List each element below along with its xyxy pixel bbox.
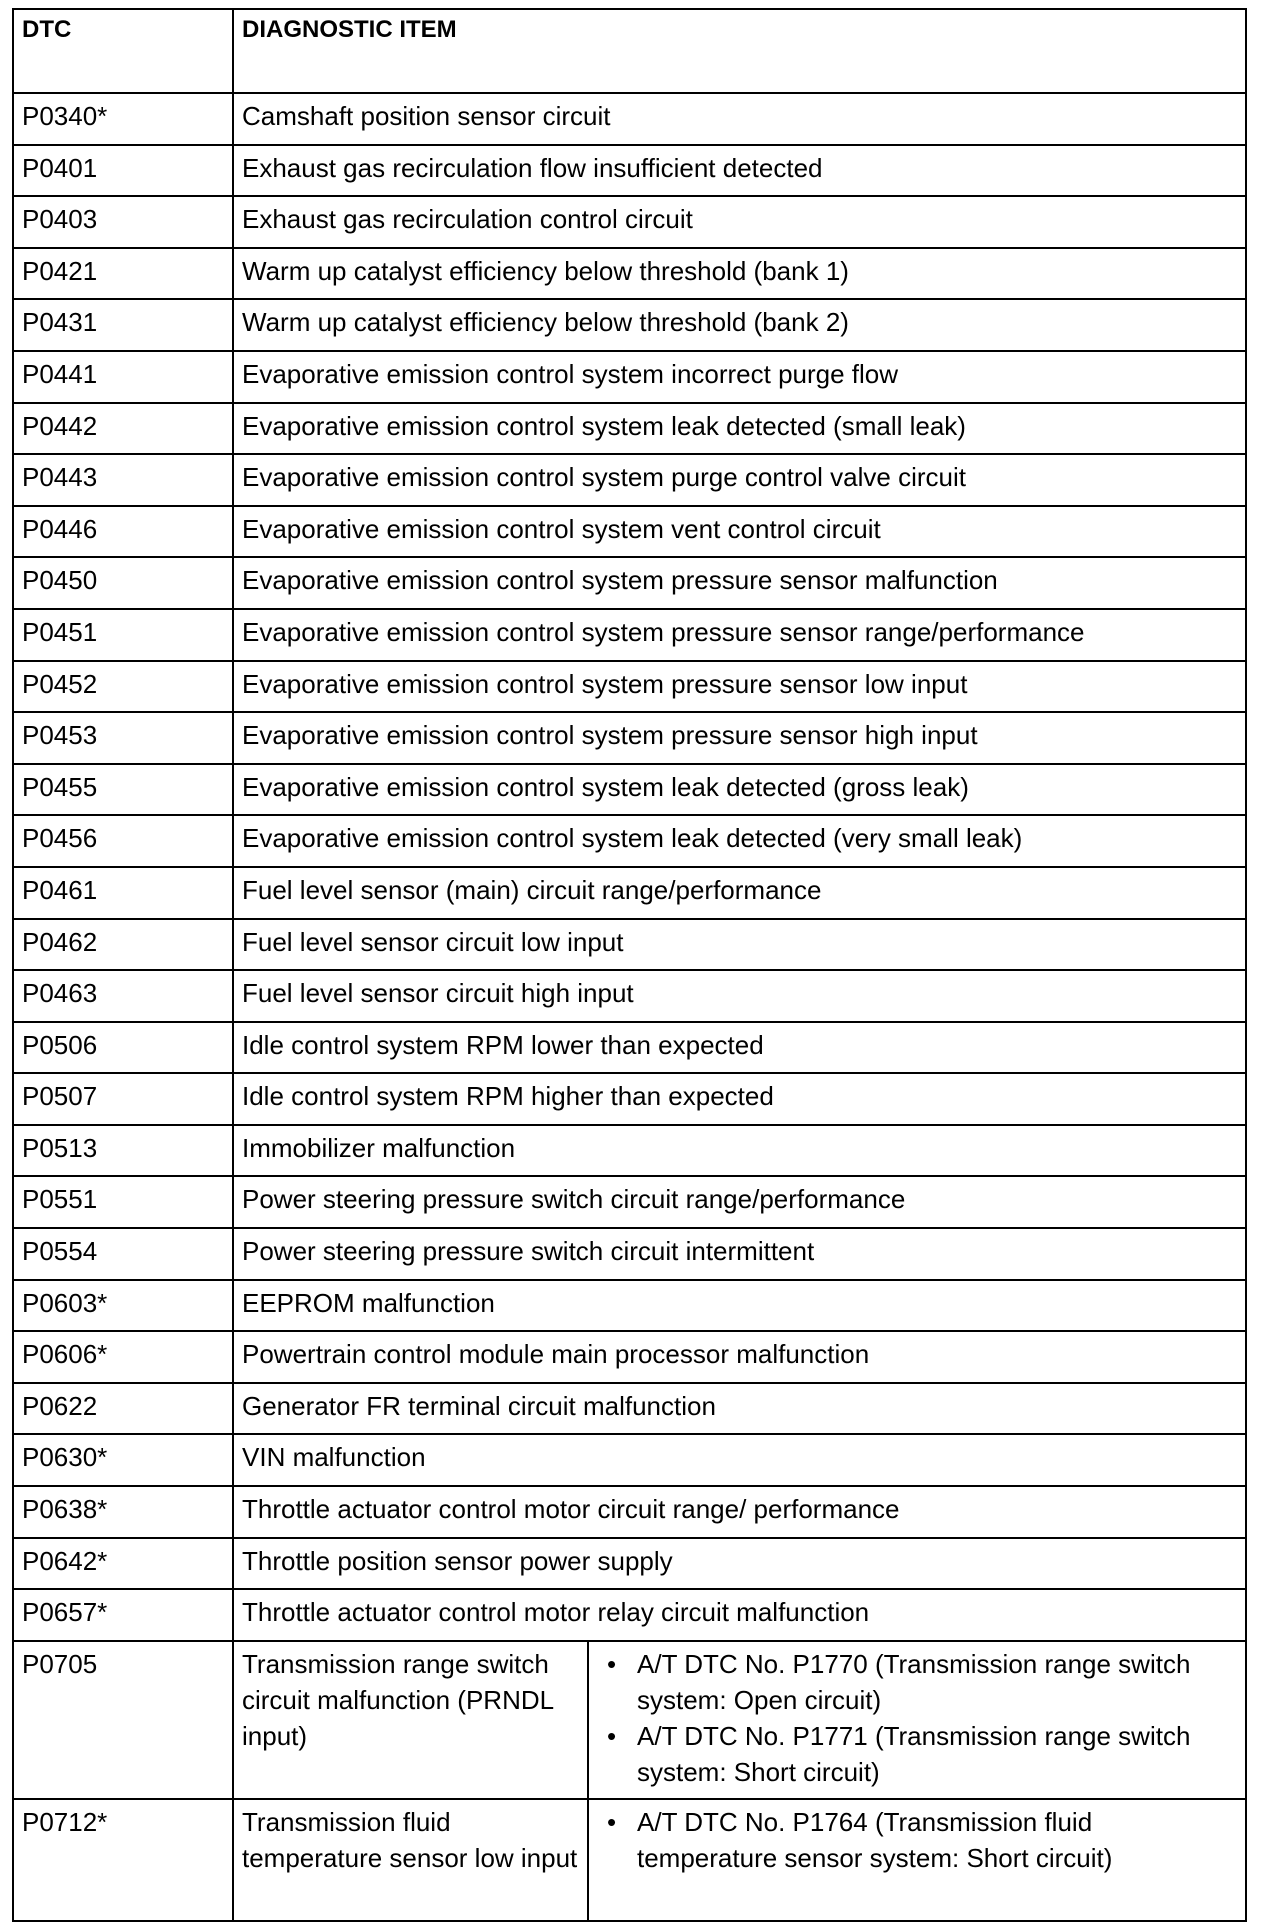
diagnostic-item: Fuel level sensor circuit low input	[233, 919, 1246, 971]
dtc-code: P0463	[13, 970, 233, 1022]
dtc-code: P0705	[13, 1641, 233, 1799]
diagnostic-item: Camshaft position sensor circuit	[233, 93, 1246, 145]
diagnostic-item: Evaporative emission control system pressure sensor high input	[233, 712, 1246, 764]
diagnostic-item: Throttle actuator control motor circuit range/ performance	[233, 1486, 1246, 1538]
table-row	[13, 1641, 1246, 1799]
diagnostic-item: Exhaust gas recirculation flow insufficient detected	[233, 145, 1246, 197]
note-text: A/T DTC No. P1764 (Transmission fluid temperature sensor system: Short circuit)	[637, 1806, 1113, 1873]
dtc-code: P0603*	[13, 1280, 233, 1332]
note-text: A/T DTC No. P1771 (Transmission range switch system: Short circuit)	[637, 1720, 1191, 1787]
note-item	[607, 1804, 1239, 1876]
dtc-code: P0462	[13, 919, 233, 971]
dtc-code: P0451	[13, 609, 233, 661]
note-item	[607, 1646, 1239, 1718]
table-row	[13, 1538, 1246, 1590]
diagnostic-item: Throttle position sensor power supply	[233, 1538, 1246, 1590]
table-row	[13, 1176, 1246, 1228]
dtc-code: P0657*	[13, 1589, 233, 1641]
notes-cell	[588, 1799, 1246, 1921]
table-row	[13, 1073, 1246, 1125]
diagnostic-item: Fuel level sensor circuit high input	[233, 970, 1246, 1022]
dtc-code: P0622	[13, 1383, 233, 1435]
dtc-code: P0441	[13, 351, 233, 403]
note-text: A/T DTC No. P1770 (Transmission range switch system: Open circuit)	[637, 1648, 1191, 1715]
notes-list	[597, 1646, 1239, 1790]
dtc-code: P0452	[13, 661, 233, 713]
table-row	[13, 248, 1246, 300]
table-row	[13, 1589, 1246, 1641]
dtc-code: P0461	[13, 867, 233, 919]
diagnostic-item: Evaporative emission control system leak detected (very small leak)	[233, 815, 1246, 867]
table-row	[13, 1228, 1246, 1280]
table-row	[13, 454, 1246, 506]
dtc-code: P0638*	[13, 1486, 233, 1538]
diagnostic-item: VIN malfunction	[233, 1434, 1246, 1486]
dtc-code: P0442	[13, 403, 233, 455]
diagnostic-item: Idle control system RPM lower than expected	[233, 1022, 1246, 1074]
table-row	[13, 196, 1246, 248]
dtc-code: P0456	[13, 815, 233, 867]
diagnostic-item: Exhaust gas recirculation control circuit	[233, 196, 1246, 248]
dtc-code: P0421	[13, 248, 233, 300]
dtc-code: P0455	[13, 764, 233, 816]
dtc-code: P0450	[13, 557, 233, 609]
dtc-code: P0401	[13, 145, 233, 197]
diagnostic-item: Evaporative emission control system leak detected (gross leak)	[233, 764, 1246, 816]
bullet-icon: •	[607, 1806, 617, 1837]
table-row	[13, 970, 1246, 1022]
table-row	[13, 93, 1246, 145]
dtc-code: P0630*	[13, 1434, 233, 1486]
diagnostic-item: Transmission range switch circuit malfunction (PRNDL input)	[233, 1641, 588, 1799]
dtc-header: DTC	[13, 9, 233, 93]
dtc-code: P0443	[13, 454, 233, 506]
dtc-code: P0507	[13, 1073, 233, 1125]
dtc-code: P0506	[13, 1022, 233, 1074]
table-row	[13, 712, 1246, 764]
table-row	[13, 867, 1246, 919]
diagnostic-item-header: DIAGNOSTIC ITEM	[233, 9, 1246, 93]
table-row	[13, 145, 1246, 197]
table-row	[13, 1022, 1246, 1074]
dtc-code: P0554	[13, 1228, 233, 1280]
table-row	[13, 1434, 1246, 1486]
diagnostic-item: Immobilizer malfunction	[233, 1125, 1246, 1177]
table-body	[13, 93, 1246, 1921]
diagnostic-item: Warm up catalyst efficiency below threshold (bank 1)	[233, 248, 1246, 300]
table-row	[13, 764, 1246, 816]
diagnostic-item: Idle control system RPM higher than expected	[233, 1073, 1246, 1125]
dtc-code: P0453	[13, 712, 233, 764]
dtc-code: P0606*	[13, 1331, 233, 1383]
table-row	[13, 1125, 1246, 1177]
table-row	[13, 609, 1246, 661]
table-row	[13, 351, 1246, 403]
dtc-code: P0551	[13, 1176, 233, 1228]
header-row	[13, 9, 1246, 93]
diagnostic-item: Powertrain control module main processor malfunction	[233, 1331, 1246, 1383]
dtc-code: P0431	[13, 299, 233, 351]
diagnostic-item: Throttle actuator control motor relay circuit malfunction	[233, 1589, 1246, 1641]
diagnostic-item: Evaporative emission control system pressure sensor malfunction	[233, 557, 1246, 609]
notes-cell	[588, 1641, 1246, 1799]
table-row	[13, 1383, 1246, 1435]
dtc-table	[12, 8, 1247, 1922]
table-row	[13, 661, 1246, 713]
diagnostic-item: Evaporative emission control system incorrect purge flow	[233, 351, 1246, 403]
diagnostic-item: Transmission fluid temperature sensor low input	[233, 1799, 588, 1921]
dtc-code: P0446	[13, 506, 233, 558]
bullet-icon: •	[607, 1648, 617, 1679]
diagnostic-item: Fuel level sensor (main) circuit range/performance	[233, 867, 1246, 919]
table-row	[13, 919, 1246, 971]
dtc-code: P0712*	[13, 1799, 233, 1921]
diagnostic-item: Power steering pressure switch circuit range/performance	[233, 1176, 1246, 1228]
dtc-code: P0403	[13, 196, 233, 248]
table-row	[13, 815, 1246, 867]
diagnostic-item: Generator FR terminal circuit malfunction	[233, 1383, 1246, 1435]
table-row	[13, 403, 1246, 455]
dtc-code: P0642*	[13, 1538, 233, 1590]
table-row	[13, 1799, 1246, 1921]
dtc-code: P0513	[13, 1125, 233, 1177]
diagnostic-item: EEPROM malfunction	[233, 1280, 1246, 1332]
diagnostic-item: Evaporative emission control system pressure sensor low input	[233, 661, 1246, 713]
table-row	[13, 557, 1246, 609]
diagnostic-item: Evaporative emission control system pressure sensor range/performance	[233, 609, 1246, 661]
diagnostic-item: Warm up catalyst efficiency below threshold (bank 2)	[233, 299, 1246, 351]
table-row	[13, 299, 1246, 351]
table-row	[13, 506, 1246, 558]
dtc-code: P0340*	[13, 93, 233, 145]
notes-list	[597, 1804, 1239, 1876]
note-item	[607, 1718, 1239, 1790]
diagnostic-item: Evaporative emission control system leak detected (small leak)	[233, 403, 1246, 455]
table-row	[13, 1331, 1246, 1383]
table-row	[13, 1486, 1246, 1538]
diagnostic-item: Power steering pressure switch circuit intermittent	[233, 1228, 1246, 1280]
bullet-icon: •	[607, 1720, 617, 1751]
table-row	[13, 1280, 1246, 1332]
diagnostic-item: Evaporative emission control system purge control valve circuit	[233, 454, 1246, 506]
diagnostic-item: Evaporative emission control system vent control circuit	[233, 506, 1246, 558]
